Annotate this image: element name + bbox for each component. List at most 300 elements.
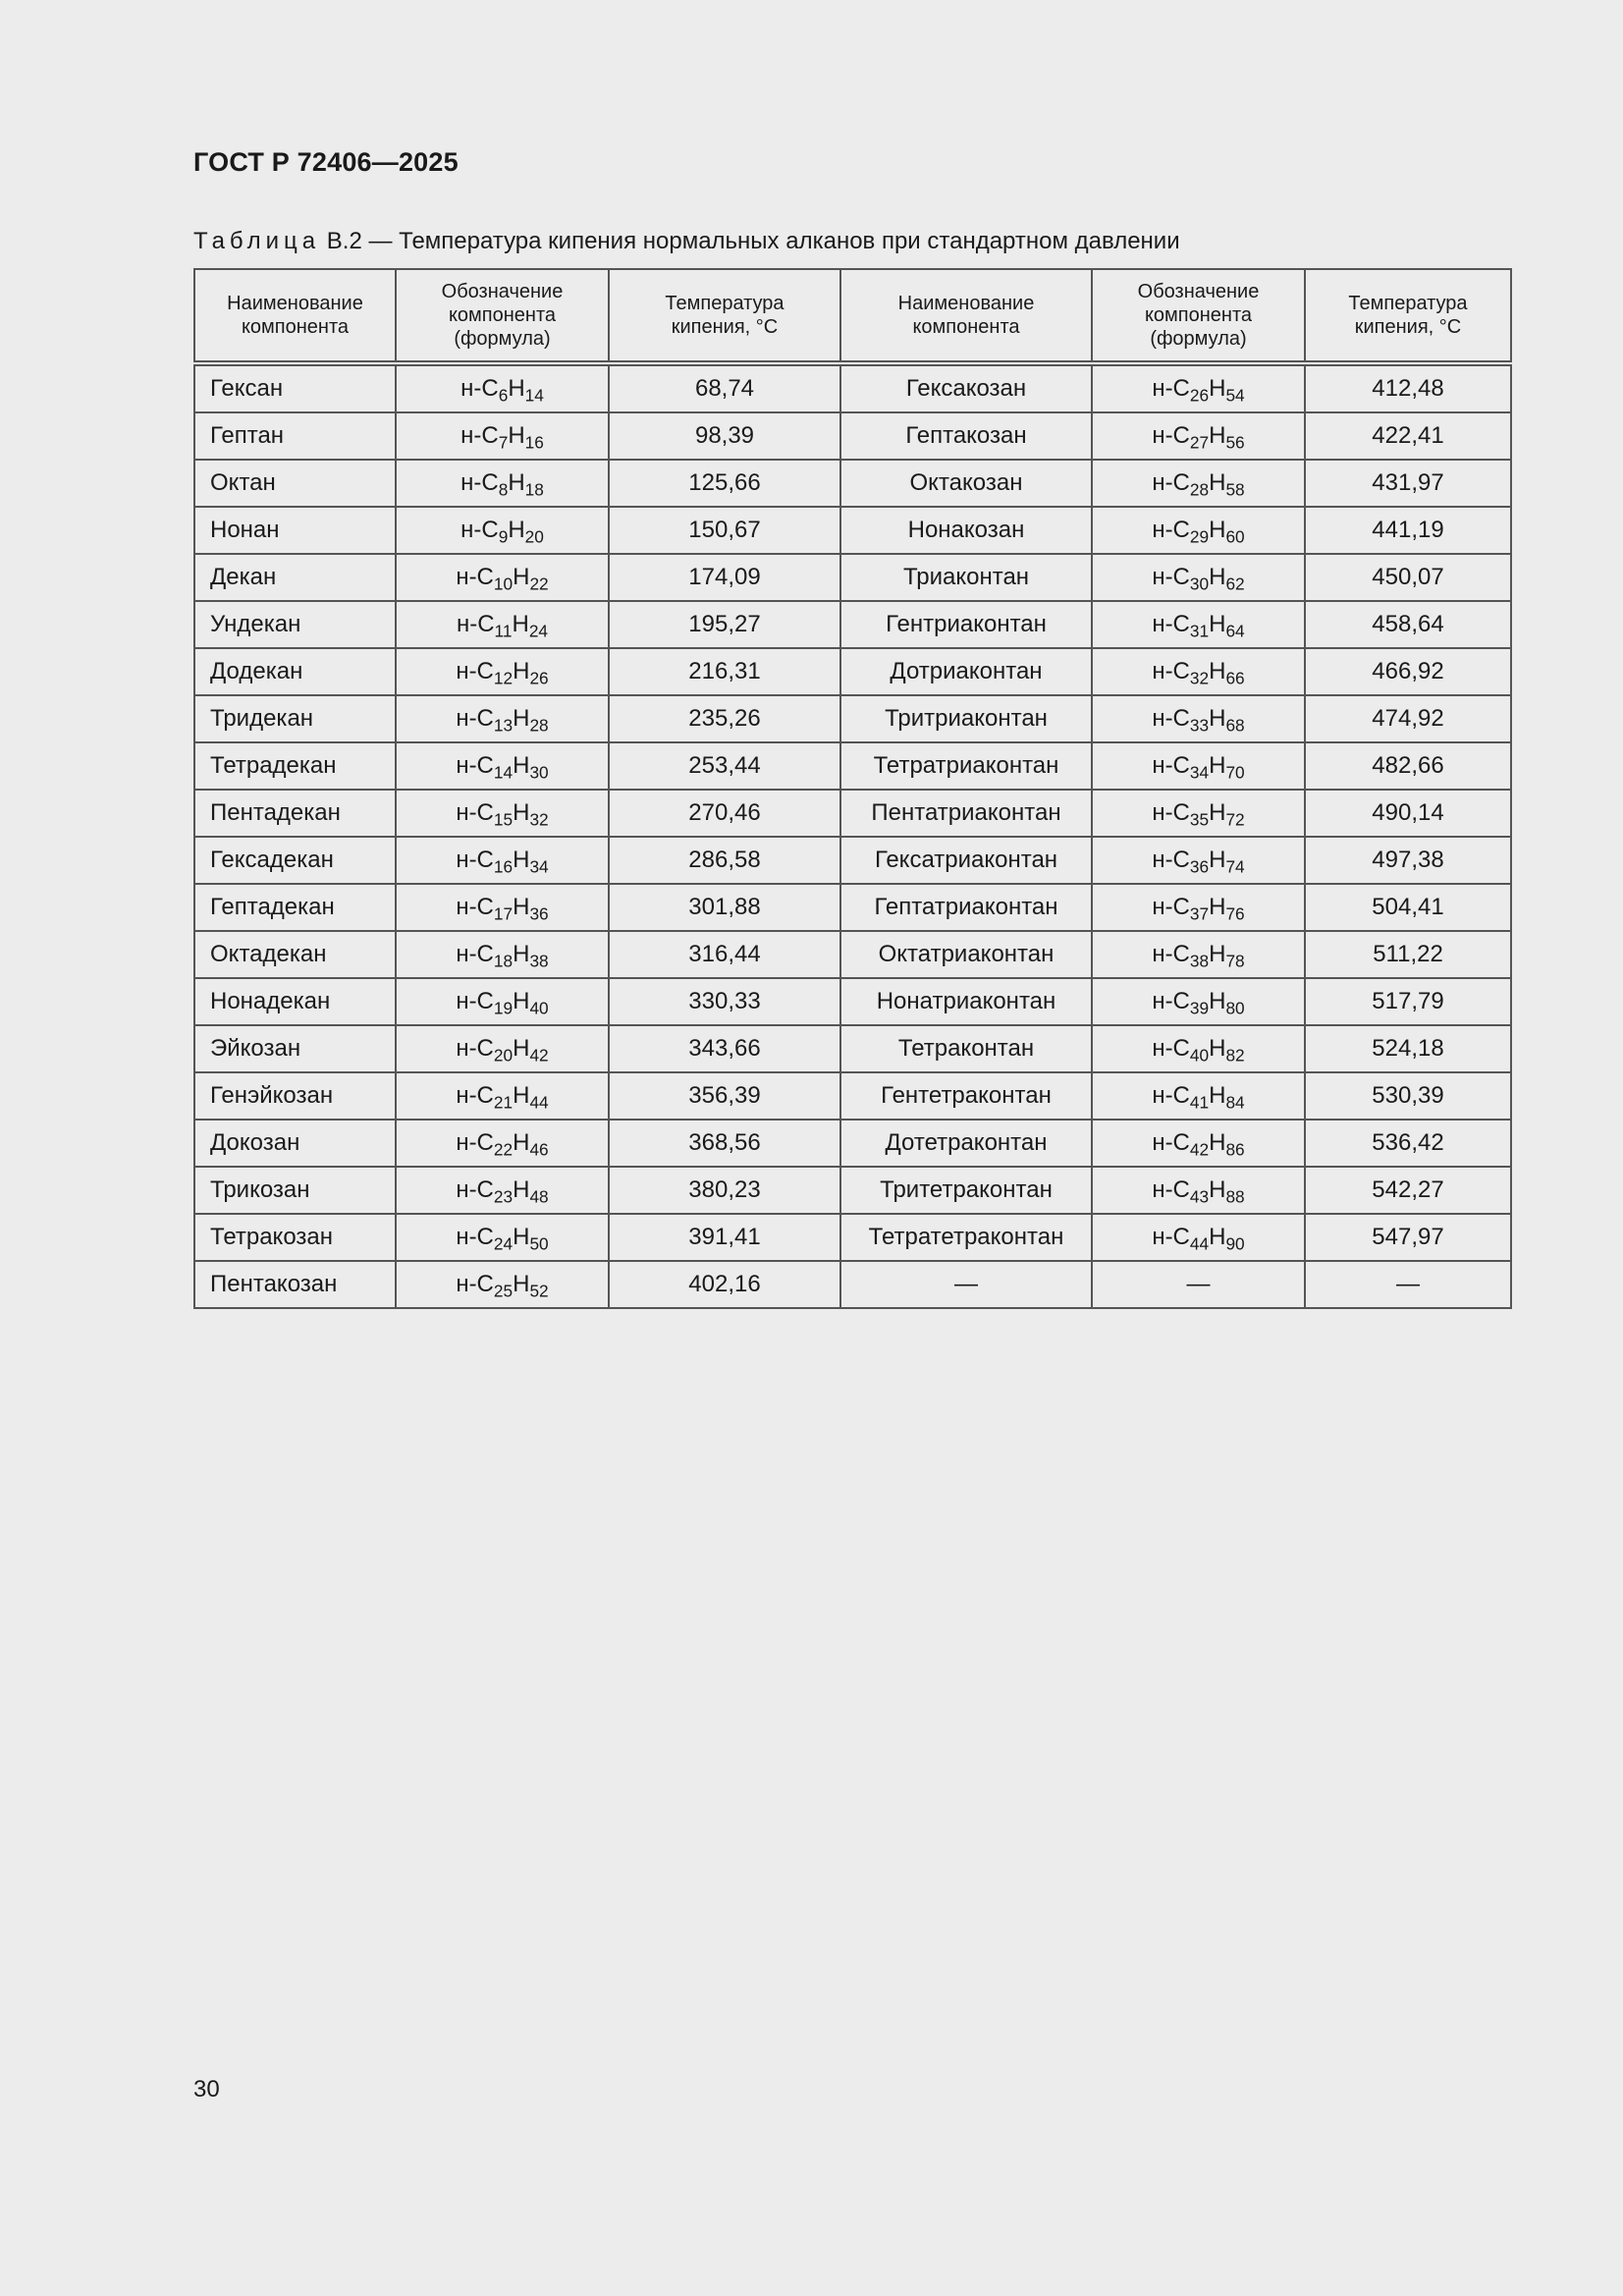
hydrogen-count: 90 (1225, 1233, 1245, 1254)
carbon-count: 20 (493, 1045, 514, 1066)
column-header-line: Температура (1348, 293, 1468, 314)
table-row (194, 884, 1511, 931)
formula-cell (1092, 363, 1305, 412)
page-number: 30 (193, 2076, 220, 2103)
table-row (194, 412, 1511, 460)
formula-prefix: н-С (1152, 941, 1190, 967)
boiling-temperature-cell: 422,41 (1305, 412, 1511, 460)
formula-prefix: н-С (456, 1224, 494, 1250)
formula-hydrogen: Н (513, 1035, 530, 1062)
carbon-count: 34 (1189, 762, 1210, 783)
formula-cell (1092, 507, 1305, 554)
formula-prefix: н-С (1152, 422, 1190, 449)
formula-prefix: н-С (1152, 564, 1190, 590)
column-header-line: Температура (665, 293, 784, 314)
table-caption-text: В.2 — Температура кипения нормальных алканов при стандартном давлении (320, 228, 1180, 254)
component-name-cell: Гептадекан (194, 884, 396, 931)
component-name-cell: Октакозан (840, 460, 1092, 507)
formula-prefix: н-С (456, 941, 494, 967)
hydrogen-count: 24 (528, 621, 549, 641)
formula-cell (1092, 554, 1305, 601)
carbon-count: 33 (1189, 715, 1210, 736)
formula-prefix: н-С (456, 1035, 494, 1062)
carbon-count: 41 (1189, 1092, 1210, 1113)
formula-hydrogen: Н (513, 1224, 530, 1250)
formula-cell (396, 884, 609, 931)
hydrogen-count: 54 (1225, 385, 1245, 406)
hydrogen-count: 34 (529, 856, 549, 877)
formula-cell (1092, 1025, 1305, 1072)
formula-hydrogen: Н (513, 705, 530, 732)
formula-cell (1092, 1120, 1305, 1167)
component-name-cell: Трикозан (194, 1167, 396, 1214)
boiling-temperature-cell: 150,67 (609, 507, 840, 554)
component-name-cell: Гентриаконтан (840, 601, 1092, 648)
formula-cell (396, 1214, 609, 1261)
carbon-count: 30 (1189, 574, 1210, 594)
carbon-count: 25 (493, 1281, 514, 1301)
hydrogen-count: 38 (529, 951, 549, 971)
boiling-temperature-cell: 125,66 (609, 460, 840, 507)
column-header-line: Обозначение (1137, 281, 1260, 302)
carbon-count: 36 (1189, 856, 1210, 877)
hydrogen-count: 14 (524, 385, 544, 406)
boiling-temperature-cell: 174,09 (609, 554, 840, 601)
formula-hydrogen: Н (508, 422, 525, 449)
boiling-temperature-cell: 524,18 (1305, 1025, 1511, 1072)
column-header-3 (609, 269, 840, 363)
carbon-count: 6 (498, 385, 509, 406)
boiling-temperature-cell: 536,42 (1305, 1120, 1511, 1167)
carbon-count: 27 (1189, 432, 1210, 453)
formula-hydrogen: Н (513, 941, 530, 967)
column-header-line: Наименование (897, 293, 1035, 314)
boiling-temperature-cell: 270,46 (609, 790, 840, 837)
formula-hydrogen: Н (513, 1176, 530, 1203)
formula-prefix: н-С (1152, 894, 1190, 920)
formula-hydrogen: Н (1209, 375, 1226, 402)
boiling-temperature-cell: 316,44 (609, 931, 840, 978)
formula-cell (396, 363, 609, 412)
formula-hydrogen: Н (508, 375, 525, 402)
component-name-cell: Нонадекан (194, 978, 396, 1025)
hydrogen-count: 40 (529, 998, 549, 1018)
formula-hydrogen: Н (1209, 941, 1226, 967)
hydrogen-count: 74 (1225, 856, 1245, 877)
component-name-cell: Тритриаконтан (840, 695, 1092, 742)
boiling-temperature-cell: 441,19 (1305, 507, 1511, 554)
table-row (194, 460, 1511, 507)
formula-cell (396, 648, 609, 695)
formula-prefix: н-С (456, 1271, 494, 1297)
formula-cell (396, 978, 609, 1025)
formula-hydrogen: Н (508, 469, 525, 496)
formula-cell (396, 931, 609, 978)
formula-cell (1092, 978, 1305, 1025)
carbon-count: 32 (1189, 668, 1210, 688)
carbon-count: 39 (1189, 998, 1210, 1018)
hydrogen-count: 30 (529, 762, 549, 783)
component-name-cell: Дотетраконтан (840, 1120, 1092, 1167)
carbon-count: 38 (1189, 951, 1210, 971)
hydrogen-count: 28 (529, 715, 549, 736)
table-row (194, 1167, 1511, 1214)
carbon-count: 37 (1189, 903, 1210, 924)
carbon-count: 15 (493, 809, 514, 830)
formula-cell (396, 460, 609, 507)
carbon-count: 17 (493, 903, 514, 924)
formula-hydrogen: Н (1209, 988, 1226, 1014)
table-row (194, 648, 1511, 695)
formula-cell (1092, 648, 1305, 695)
column-header-2 (396, 269, 609, 363)
document-standard-title: ГОСТ Р 72406—2025 (193, 147, 459, 177)
hydrogen-count: 58 (1225, 479, 1245, 500)
table-row (194, 790, 1511, 837)
component-name-cell: Тридекан (194, 695, 396, 742)
boiling-temperature-cell: 412,48 (1305, 363, 1511, 412)
formula-hydrogen: Н (1209, 799, 1226, 826)
table-row (194, 837, 1511, 884)
component-name-cell: Дотриаконтан (840, 648, 1092, 695)
formula-prefix: н-С (1152, 847, 1190, 873)
hydrogen-count: 20 (524, 526, 544, 547)
boiling-temperature-cell: 343,66 (609, 1025, 840, 1072)
boiling-temperature-cell: 458,64 (1305, 601, 1511, 648)
component-name-cell: Гентетраконтан (840, 1072, 1092, 1120)
component-name-cell: Тетратриаконтан (840, 742, 1092, 790)
table-row (194, 1261, 1511, 1308)
carbon-count: 22 (493, 1139, 514, 1160)
component-name-cell: Гексакозан (840, 363, 1092, 412)
formula-cell (1092, 601, 1305, 648)
component-name-cell: Тетракозан (194, 1214, 396, 1261)
formula-prefix: н-С (456, 1082, 494, 1109)
table-row (194, 507, 1511, 554)
boiling-temperature-cell: 330,33 (609, 978, 840, 1025)
hydrogen-count: 50 (529, 1233, 549, 1254)
hydrogen-count: 44 (529, 1092, 549, 1113)
column-header-line: Наименование (227, 293, 363, 314)
boiling-temperature-cell: 497,38 (1305, 837, 1511, 884)
formula-prefix: н-С (1152, 1082, 1190, 1109)
carbon-count: 44 (1189, 1233, 1210, 1254)
carbon-count: 14 (493, 762, 514, 783)
component-name-cell: Гексадекан (194, 837, 396, 884)
table-row (194, 1120, 1511, 1167)
column-header-6 (1305, 269, 1511, 363)
table-header-row (194, 269, 1511, 363)
formula-hydrogen: Н (1209, 847, 1226, 873)
table-row (194, 978, 1511, 1025)
formula-hydrogen: Н (1209, 469, 1226, 496)
hydrogen-count: 36 (529, 903, 549, 924)
alkane-boiling-table (193, 268, 1512, 1309)
formula-prefix: н-С (456, 1176, 494, 1203)
carbon-count: 31 (1189, 621, 1210, 641)
formula-prefix: н-С (460, 375, 499, 402)
formula-hydrogen: Н (1209, 422, 1226, 449)
formula-cell (396, 601, 609, 648)
hydrogen-count: 78 (1225, 951, 1245, 971)
component-name-cell: Эйкозан (194, 1025, 396, 1072)
formula-cell (1092, 1167, 1305, 1214)
carbon-count: 19 (493, 998, 514, 1018)
formula-hydrogen: Н (513, 847, 530, 873)
component-name-cell: Гептан (194, 412, 396, 460)
hydrogen-count: 80 (1225, 998, 1245, 1018)
table-row (194, 554, 1511, 601)
column-header-4 (840, 269, 1092, 363)
table-row (194, 742, 1511, 790)
component-name-cell: Тетратетраконтан (840, 1214, 1092, 1261)
boiling-temperature-cell: 490,14 (1305, 790, 1511, 837)
formula-cell (1092, 742, 1305, 790)
boiling-temperature-cell: 301,88 (609, 884, 840, 931)
boiling-temperature-cell: 195,27 (609, 601, 840, 648)
carbon-count: 12 (493, 668, 514, 688)
carbon-count: 24 (493, 1233, 514, 1254)
formula-prefix: н-С (1152, 517, 1190, 543)
formula-cell (1092, 1072, 1305, 1120)
carbon-count: 7 (498, 432, 509, 453)
formula-hydrogen: Н (513, 564, 530, 590)
component-name-cell: Гептакозан (840, 412, 1092, 460)
formula-hydrogen: Н (1209, 611, 1226, 637)
formula-cell (1092, 790, 1305, 837)
formula-prefix: н-С (456, 988, 494, 1014)
formula-cell (1092, 884, 1305, 931)
boiling-temperature-cell: 474,92 (1305, 695, 1511, 742)
boiling-temperature-cell: 68,74 (609, 363, 840, 412)
formula-hydrogen: Н (1209, 564, 1226, 590)
carbon-count: 9 (498, 526, 509, 547)
carbon-count: 11 (494, 621, 513, 641)
component-name-cell: Гексатриаконтан (840, 837, 1092, 884)
carbon-count: 21 (493, 1092, 514, 1113)
formula-prefix: н-С (460, 422, 499, 449)
table-row (194, 1072, 1511, 1120)
hydrogen-count: 32 (529, 809, 549, 830)
component-name-cell: Ундекан (194, 601, 396, 648)
hydrogen-count: 42 (529, 1045, 549, 1066)
boiling-temperature-cell: 368,56 (609, 1120, 840, 1167)
hydrogen-count: 16 (524, 432, 544, 453)
boiling-temperature-cell: 235,26 (609, 695, 840, 742)
column-header-line: компонента (448, 304, 557, 326)
table-row (194, 695, 1511, 742)
component-name-cell: Октатриаконтан (840, 931, 1092, 978)
carbon-count: 29 (1189, 526, 1210, 547)
component-name-cell: Нонакозан (840, 507, 1092, 554)
formula-cell (1092, 1214, 1305, 1261)
table-row (194, 931, 1511, 978)
hydrogen-count: 52 (529, 1281, 549, 1301)
hydrogen-count: 76 (1225, 903, 1245, 924)
formula-prefix: н-С (1152, 752, 1190, 779)
formula-cell: — (1092, 1261, 1305, 1308)
formula-prefix: н-С (1152, 1224, 1190, 1250)
boiling-temperature-cell: 511,22 (1305, 931, 1511, 978)
boiling-temperature-cell: 98,39 (609, 412, 840, 460)
carbon-count: 13 (493, 715, 514, 736)
component-name-cell: Нонатриаконтан (840, 978, 1092, 1025)
boiling-temperature-cell: 402,16 (609, 1261, 840, 1308)
boiling-temperature-cell: 216,31 (609, 648, 840, 695)
component-name-cell: Октадекан (194, 931, 396, 978)
formula-hydrogen: Н (1209, 1082, 1226, 1109)
formula-prefix: н-С (456, 799, 494, 826)
boiling-temperature-cell: 466,92 (1305, 648, 1511, 695)
hydrogen-count: 26 (529, 668, 549, 688)
formula-prefix: н-С (456, 564, 494, 590)
boiling-temperature-cell: 547,97 (1305, 1214, 1511, 1261)
boiling-temperature-cell: 356,39 (609, 1072, 840, 1120)
formula-prefix: н-С (460, 469, 499, 496)
formula-prefix: н-С (1152, 988, 1190, 1014)
hydrogen-count: 72 (1225, 809, 1245, 830)
formula-cell (1092, 695, 1305, 742)
formula-hydrogen: Н (513, 1129, 530, 1156)
formula-prefix: н-С (1152, 1035, 1190, 1062)
component-name-cell: Пентакозан (194, 1261, 396, 1308)
component-name-cell: Додекан (194, 648, 396, 695)
carbon-count: 10 (493, 574, 514, 594)
carbon-count: 8 (498, 479, 509, 500)
formula-prefix: н-С (460, 517, 499, 543)
formula-prefix: н-С (456, 752, 494, 779)
boiling-temperature-cell: 517,79 (1305, 978, 1511, 1025)
carbon-count: 23 (493, 1186, 514, 1207)
boiling-temperature-cell: — (1305, 1261, 1511, 1308)
formula-hydrogen: Н (1209, 752, 1226, 779)
hydrogen-count: 66 (1225, 668, 1245, 688)
formula-prefix: н-С (456, 658, 494, 684)
component-name-cell: Пентадекан (194, 790, 396, 837)
carbon-count: 16 (493, 856, 514, 877)
boiling-temperature-cell: 286,58 (609, 837, 840, 884)
formula-cell (396, 790, 609, 837)
formula-prefix: н-С (1152, 1129, 1190, 1156)
formula-prefix: н-С (456, 1129, 494, 1156)
formula-hydrogen: Н (1209, 705, 1226, 732)
formula-hydrogen: Н (1209, 658, 1226, 684)
formula-hydrogen: Н (513, 1271, 530, 1297)
column-header-line: компонента (912, 316, 1020, 338)
hydrogen-count: 62 (1225, 574, 1245, 594)
formula-cell (396, 554, 609, 601)
component-name-cell: — (840, 1261, 1092, 1308)
column-header-1 (194, 269, 396, 363)
formula-hydrogen: Н (513, 658, 530, 684)
formula-cell (396, 742, 609, 790)
column-header-line: кипения, °С (1354, 316, 1462, 338)
column-header-line: Обозначение (441, 281, 564, 302)
formula-hydrogen: Н (508, 517, 525, 543)
hydrogen-count: 86 (1225, 1139, 1245, 1160)
formula-cell (396, 1120, 609, 1167)
hydrogen-count: 84 (1225, 1092, 1245, 1113)
formula-prefix: н-С (456, 705, 494, 732)
table-body (194, 363, 1511, 1308)
formula-cell (396, 1167, 609, 1214)
hydrogen-count: 48 (529, 1186, 549, 1207)
formula-prefix: н-С (1152, 611, 1190, 637)
carbon-count: 35 (1189, 809, 1210, 830)
formula-cell (1092, 931, 1305, 978)
table-row (194, 1214, 1511, 1261)
column-header-line: компонента (1144, 304, 1253, 326)
formula-hydrogen: Н (1209, 1224, 1226, 1250)
formula-hydrogen: Н (513, 1082, 530, 1109)
hydrogen-count: 88 (1225, 1186, 1245, 1207)
formula-cell (1092, 460, 1305, 507)
component-name-cell: Генэйкозан (194, 1072, 396, 1120)
boiling-temperature-cell: 504,41 (1305, 884, 1511, 931)
carbon-count: 26 (1189, 385, 1210, 406)
component-name-cell: Гептатриаконтан (840, 884, 1092, 931)
component-name-cell: Пентатриаконтан (840, 790, 1092, 837)
formula-cell (396, 507, 609, 554)
formula-cell (396, 1261, 609, 1308)
boiling-temperature-cell: 482,66 (1305, 742, 1511, 790)
formula-hydrogen: Н (1209, 1129, 1226, 1156)
formula-hydrogen: Н (513, 988, 530, 1014)
column-header-line: компонента (241, 316, 350, 338)
formula-hydrogen: Н (513, 752, 530, 779)
formula-prefix: н-С (1152, 1176, 1190, 1203)
table-row (194, 363, 1511, 412)
hydrogen-count: 18 (524, 479, 544, 500)
component-name-cell: Триаконтан (840, 554, 1092, 601)
formula-hydrogen: Н (1209, 894, 1226, 920)
hydrogen-count: 68 (1225, 715, 1245, 736)
hydrogen-count: 46 (529, 1139, 549, 1160)
hydrogen-count: 22 (529, 574, 549, 594)
component-name-cell: Тритетраконтан (840, 1167, 1092, 1214)
formula-cell (396, 695, 609, 742)
formula-prefix: н-С (1152, 658, 1190, 684)
formula-hydrogen: Н (513, 799, 530, 826)
column-header-line: кипения, °С (671, 316, 779, 338)
carbon-count: 40 (1189, 1045, 1210, 1066)
formula-cell (396, 1072, 609, 1120)
boiling-temperature-cell: 380,23 (609, 1167, 840, 1214)
formula-cell (396, 1025, 609, 1072)
carbon-count: 28 (1189, 479, 1210, 500)
formula-prefix: н-С (1152, 705, 1190, 732)
boiling-temperature-cell: 431,97 (1305, 460, 1511, 507)
table-caption-label: Таблица (193, 228, 321, 254)
component-name-cell: Нонан (194, 507, 396, 554)
boiling-temperature-cell: 542,27 (1305, 1167, 1511, 1214)
hydrogen-count: 56 (1225, 432, 1245, 453)
component-name-cell: Октан (194, 460, 396, 507)
formula-hydrogen: Н (1209, 517, 1226, 543)
carbon-count: 18 (493, 951, 514, 971)
component-name-cell: Гексан (194, 363, 396, 412)
column-header-5 (1092, 269, 1305, 363)
formula-prefix: н-С (456, 894, 494, 920)
component-name-cell: Тетраконтан (840, 1025, 1092, 1072)
component-name-cell: Тетрадекан (194, 742, 396, 790)
column-header-line: (формула) (454, 328, 551, 350)
carbon-count: 42 (1189, 1139, 1210, 1160)
formula-prefix: н-С (456, 611, 495, 637)
formula-hydrogen: Н (512, 611, 529, 637)
component-name-cell: Докозан (194, 1120, 396, 1167)
boiling-temperature-cell: 253,44 (609, 742, 840, 790)
